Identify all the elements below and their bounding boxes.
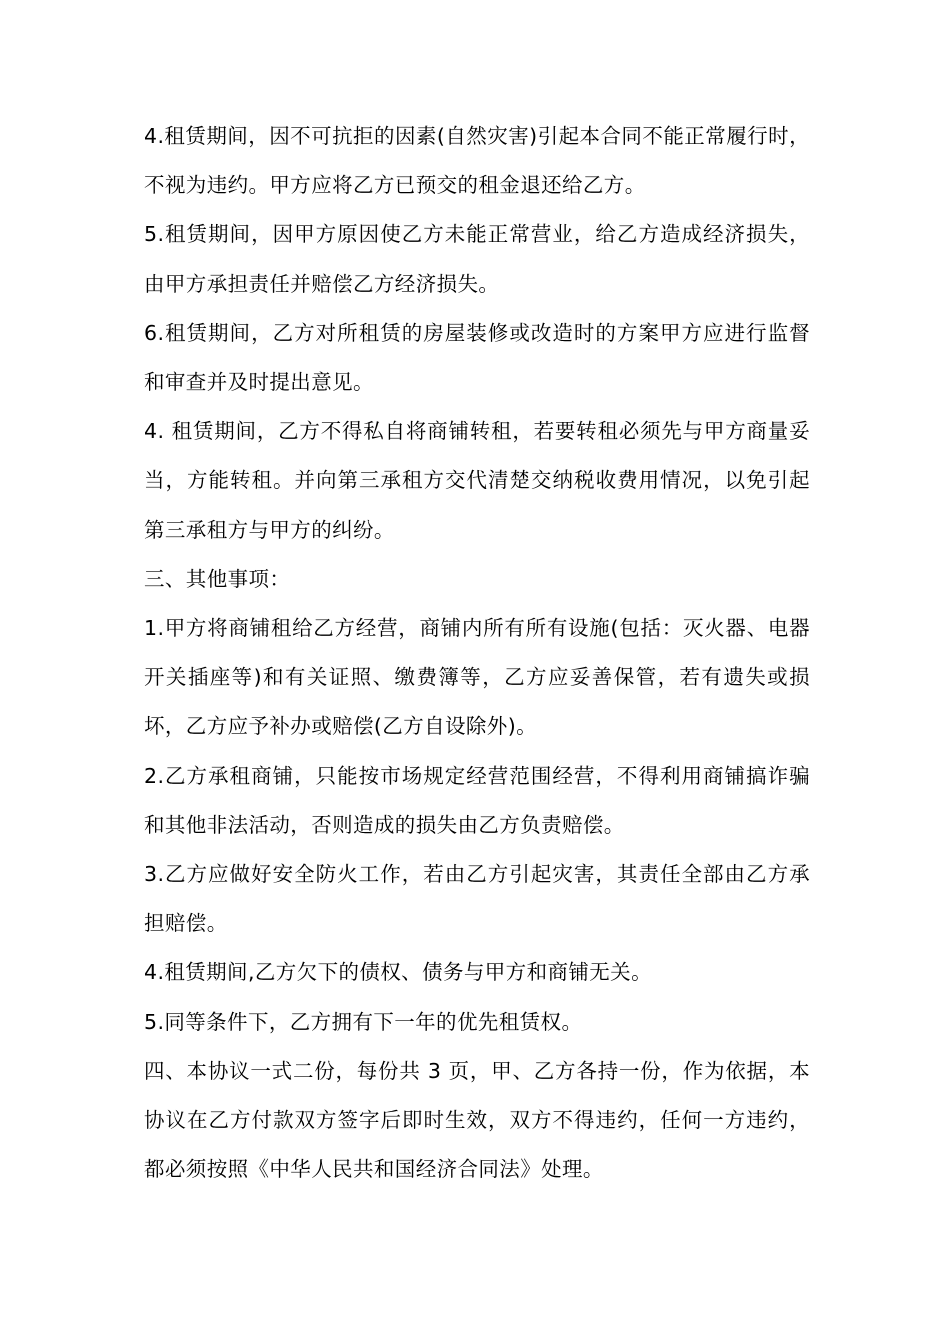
clause-paragraph: 1.甲方将商铺租给乙方经营，商铺内所有所有设施(包括：灭火器、电器开关插座等)和有关证照、缴费簿等，乙方应妥善保管，若有遗失或损坏，乙方应予补办或赔偿(乙方自设除外)。 (144, 616, 810, 739)
clause-paragraph: 5.租赁期间，因甲方原因使乙方未能正常营业，给乙方造成经济损失，由甲方承担责任并赔偿乙方经济损失。 (144, 222, 810, 296)
clause-paragraph: 2.乙方承租商铺，只能按市场规定经营范围经营，不得利用商铺搞诈骗和其他非法活动，否则造成的损失由乙方负责赔偿。 (144, 763, 810, 837)
clause-paragraph: 5.同等条件下，乙方拥有下一年的优先租赁权。 (144, 1009, 583, 1034)
clause-paragraph: 4.租赁期间,乙方欠下的债权、债务与甲方和商铺无关。 (144, 960, 652, 985)
clause-paragraph: 6.租赁期间，乙方对所租赁的房屋装修或改造时的方案甲方应进行监督和审查并及时提出意见。 (144, 320, 810, 395)
closing-paragraph: 四、本协议一式二份，每份共 3 页，甲、乙方各持一份，作为依据，本协议在乙方付款双方签字后即时生效，双方不得违约，任何一方违约，都必须按照《中华人民共和国经济合同法》处理。 (144, 1058, 810, 1182)
section-heading: 三、其他事项： (144, 566, 291, 591)
clause-paragraph: 4.租赁期间，因不可抗拒的因素(自然灾害)引起本合同不能正常履行时，不视为违约。甲方应将乙方已预交的租金退还给乙方。 (144, 124, 810, 198)
clause-paragraph: 3.乙方应做好安全防火工作，若由乙方引起灾害，其责任全部由乙方承担赔偿。 (144, 862, 810, 936)
clause-paragraph: 4. 租赁期间，乙方不得私自将商铺转租，若要转租必须先与甲方商量妥当，方能转租。并向第三承租方交代清楚交纳税收费用情况，以免引起第三承租方与甲方的纠纷。 (144, 419, 810, 542)
document-body (144, 112, 810, 1194)
